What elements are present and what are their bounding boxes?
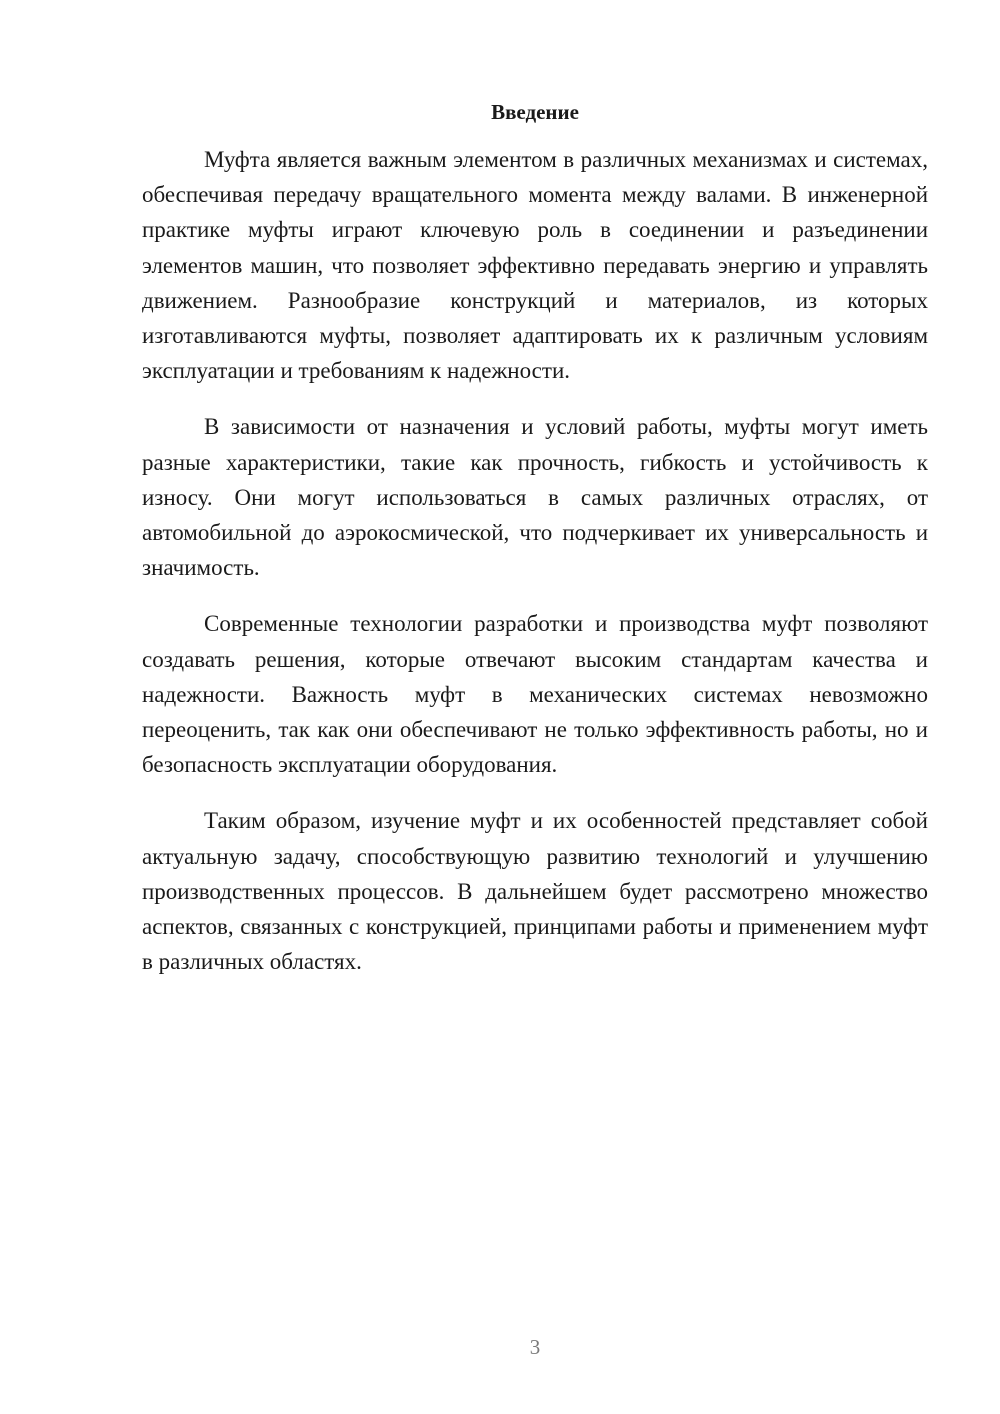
paragraph-4: Таким образом, изучение муфт и их особенностей представляет собой актуальную задачу, способствующую развитию технологий и улучшению производственных процессов. В дальнейшем будет рассмотрено множество аспектов, связанных с конструкцией, принципами работы и применением муфт в различных областях. <box>142 808 928 975</box>
paragraph-1: Муфта является важным элементом в различных механизмах и системах, обеспечивая передачу вращательного момента между валами. В инженерной практике муфты играют ключевую роль в соединении и разъединении элементов машин, что позволяет эффективно передавать энергию и управлять движением. Разнообразие конструкций и материалов, из которых изготавливаются муфты, позволяет адаптировать их к различным условиям эксплуатации и требованиям к надежности. <box>142 147 928 384</box>
paragraph-3: Современные технологии разработки и производства муфт позволяют создавать решения, которые отвечают высоким стандартам качества и надежности. Важность муфт в механических системах невозможно переоценить, так как они обеспечивают не только эффективность работы, но и безопасность эксплуатации оборудования. <box>142 611 928 778</box>
body-text <box>142 142 928 979</box>
page-number: 3 <box>529 1335 541 1359</box>
section-title: Введение <box>491 100 579 124</box>
paragraph-2: В зависимости от назначения и условий работы, муфты могут иметь разные характеристики, такие как прочность, гибкость и устойчивость к износу. Они могут использоваться в самых различных отраслях, от автомобильной до аэрокосмической, что подчеркивает их универсальность и значимость. <box>142 414 928 581</box>
